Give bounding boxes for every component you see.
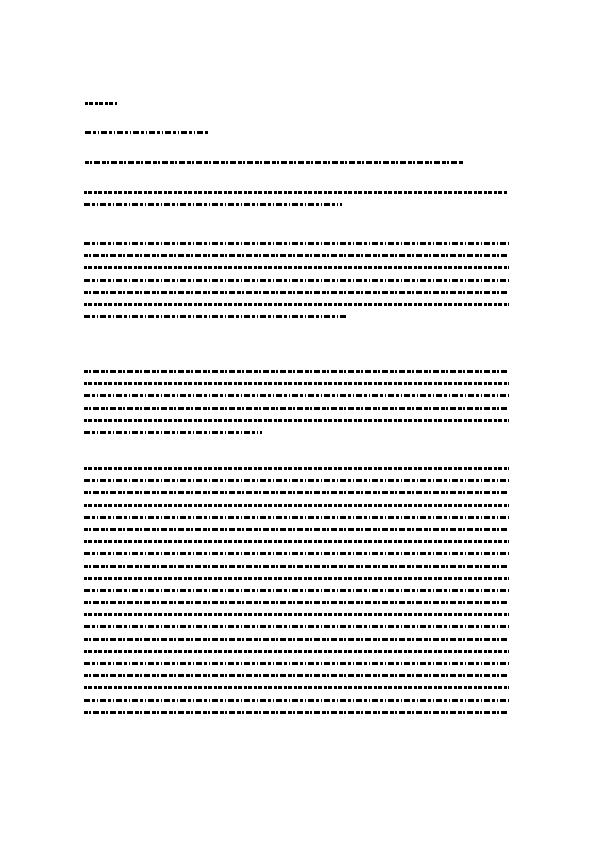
paragraph-2 (84, 370, 512, 443)
paragraph-line (84, 370, 509, 373)
paragraph-line (84, 491, 509, 494)
paragraph-line (84, 565, 509, 568)
paragraph-line (84, 516, 509, 519)
intro-line (84, 203, 342, 206)
paragraph-line (84, 589, 509, 592)
paragraph-3 (84, 467, 512, 723)
paragraph-line (84, 552, 509, 555)
paragraph-line (84, 699, 509, 702)
paragraph-line (84, 686, 509, 689)
header-label (85, 102, 117, 105)
paragraph-line (84, 419, 509, 422)
paragraph-line (84, 266, 509, 269)
paragraph-line (84, 382, 509, 385)
paragraph-line (84, 540, 509, 543)
paragraph-line (84, 291, 509, 294)
paragraph-line (84, 650, 509, 653)
date-line (85, 131, 208, 134)
paragraph-line (84, 638, 509, 641)
paragraph-line (84, 431, 262, 434)
paragraph-line (84, 625, 509, 628)
paragraph-1 (84, 242, 512, 327)
document-title (85, 161, 463, 164)
paragraph-line (84, 242, 509, 245)
paragraph-line (84, 303, 509, 306)
paragraph-line (84, 528, 509, 531)
paragraph-line (84, 662, 509, 665)
paragraph-line (84, 407, 509, 410)
paragraph-line (84, 479, 509, 482)
paragraph-line (84, 467, 509, 470)
paragraph-line (84, 254, 509, 257)
paragraph-line (84, 613, 509, 616)
paragraph-line (84, 504, 509, 507)
paragraph-line (84, 601, 509, 604)
paragraph-line (84, 279, 509, 282)
paragraph-line (84, 394, 509, 397)
intro-paragraph (84, 191, 512, 215)
paragraph-line (84, 577, 509, 580)
paragraph-line (84, 315, 346, 318)
intro-line (84, 191, 508, 194)
paragraph-line (84, 711, 509, 714)
paragraph-line (84, 674, 509, 677)
